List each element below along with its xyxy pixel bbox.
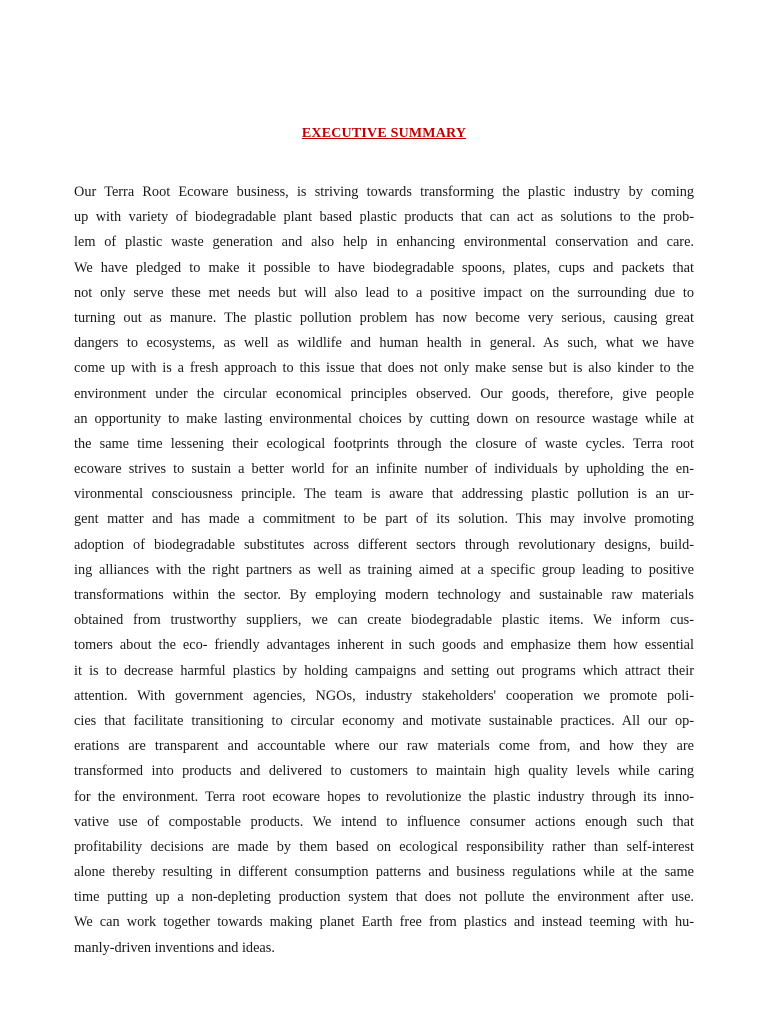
paragraph-line: transformations within the sector. By employing modern technology and sustainable raw materials [74,587,694,603]
paragraph-line: manly-driven inventions and ideas. [74,939,275,956]
paragraph-line: We can work together towards making planet Earth free from plastics and instead teeming with hu- [74,914,694,931]
paragraph-line: turning out as manure. The plastic pollution problem has now become very serious, causing great [74,309,694,326]
paragraph-line: it is to decrease harmful plastics by holding campaigns and setting out programs which attract their [74,662,694,679]
paragraph-line: obtained from trustworthy suppliers, we can create biodegradable plastic items. We inform cus- [74,612,694,629]
paragraph-line: for the environment. Terra root ecoware hopes to revolutionize the plastic industry through its inno- [74,788,694,805]
page-title: EXECUTIVE SUMMARY [301,126,467,141]
paragraph-line: gent matter and has made a commitment to be part of its solution. This may involve promoting [74,511,694,528]
paragraph-line: transformed into products and delivered to customers to maintain high quality levels while caring [74,763,694,780]
paragraph-line: environment under the circular economical principles observed. Our goods, therefore, give people [74,385,694,402]
paragraph-line: ecoware strives to sustain a better world for an infinite number of individuals by upholding the en- [74,461,694,478]
paragraph-line: time putting up a non-depleting production system that does not pollute the environment after use. [74,889,694,906]
paragraph-line: dangers to ecosystems, as well as wildlife and human health in general. As such, what we have [74,335,694,352]
paragraph-line: ing alliances with the right partners as well as training aimed at a specific group leading to positive [74,561,694,578]
paragraph-line: attention. With government agencies, NGOs, industry stakeholders' cooperation we promote poli- [74,687,694,704]
paragraph-line: not only serve these met needs but will also lead to a positive impact on the surrounding due to [74,284,694,301]
paragraph-line: come up with is a fresh approach to this issue that does not only make sense but is also kinder to the [74,360,694,377]
paragraph-line: up with variety of biodegradable plant based plastic products that can act as solutions to the prob- [74,209,694,226]
executive-summary-paragraph [74,180,694,961]
paragraph-line: an opportunity to make lasting environmental choices by cutting down on resource wastage while at [74,410,694,427]
paragraph-line: lem of plastic waste generation and also help in enhancing environmental conservation and care. [74,234,694,251]
paragraph-line: alone thereby resulting in different consumption patterns and business regulations while at the same [74,864,694,881]
paragraph-line: We have pledged to make it possible to have biodegradable spoons, plates, cups and packets that [74,259,694,276]
paragraph-line: vironmental consciousness principle. The team is aware that addressing plastic pollution is an ur- [74,486,694,503]
paragraph-line: adoption of biodegradable substitutes across different sectors through revolutionary designs, build- [74,536,694,553]
paragraph-line: profitability decisions are made by them based on ecological responsibility rather than self-interest [74,838,694,855]
paragraph-line: the same time lessening their ecological footprints through the closure of waste cycles. Terra root [74,435,694,452]
paragraph-line: tomers about the eco- friendly advantages inherent in such goods and emphasize them how essential [74,637,694,654]
paragraph-line: vative use of compostable products. We intend to influence consumer actions enough such that [74,813,694,830]
paragraph-line: cies that facilitate transitioning to circular economy and motivate sustainable practices. All our op- [74,712,694,729]
paragraph-line: Our Terra Root Ecoware business, is striving towards transforming the plastic industry by coming [74,184,694,200]
paragraph-line: erations are transparent and accountable where our raw materials come from, and how they are [74,738,694,755]
